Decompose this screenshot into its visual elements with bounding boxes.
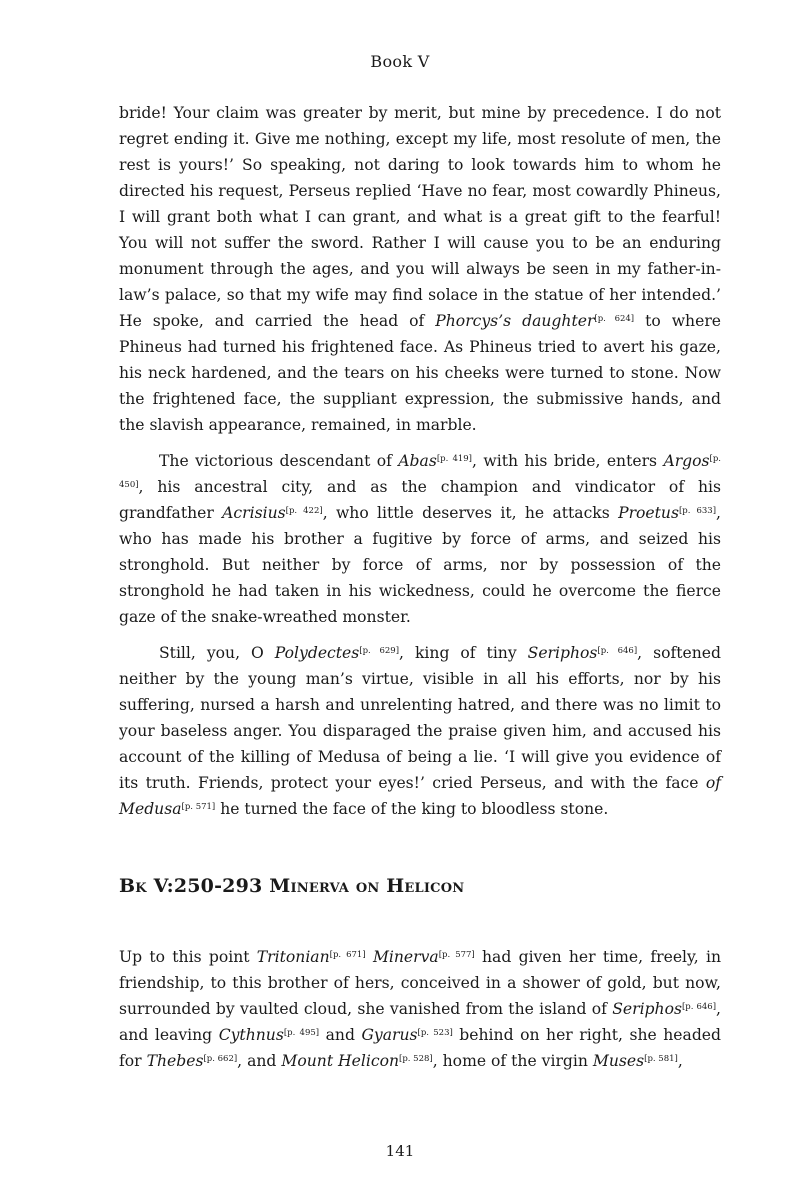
page-ref: [p. 419]	[436, 454, 472, 464]
page-ref: [p. 646]	[597, 646, 638, 656]
paragraph-minerva: Up to this point Tritonian[p. 671] Minerva[p. 577] had given her time, freely, in friendship, to this brother of hers, conceived in a shower of gold, but now, surrounded by vaulted cloud, she vanished from the island of Seriphos[p. 646], and leaving Cythnus[p. 495] and Gyarus[p. 523] behind on her right, she headed for Thebes[p. 662], and Mount Helicon[p. 528], home of the virgin Muses[p. 581],	[119, 948, 722, 1070]
link-mount-helicon[interactable]: Mount Helicon	[281, 1052, 400, 1070]
page-number: 141	[385, 1142, 415, 1160]
link-seriphos[interactable]: Seriphos	[527, 644, 598, 662]
page-ref: [p. 633]	[678, 506, 717, 516]
page-ref: [p. 523]	[417, 1028, 453, 1038]
link-minerva[interactable]: Minerva	[372, 948, 439, 966]
page-ref: [p. 450]	[119, 454, 722, 490]
page-ref: [p. 646]	[681, 1002, 717, 1012]
page-ref: [p. 577]	[438, 950, 475, 960]
paragraph-polydectes: Still, you, O Polydectes[p. 629], king of tiny Seriphos[p. 646], softened neither by the young man’s virtue, visible in all his efforts, nor by his suffering, nursed a harsh and unrelenting hatred, and there was no limit to your baseless anger. You disparaged the praise given him, and accused his account of the killing of Medusa of being a lie. ‘I will give you evidence of its truth. Friends, protect your eyes!’ cried Perseus, and with the face of Medusa[p. 571] he turned the face of the king to bloodless stone.	[119, 644, 722, 818]
section-heading: Bk V:250-293 Minerva on Helicon	[119, 875, 465, 897]
page-ref: [p. 581]	[644, 1054, 678, 1064]
page-ref: [p. 662]	[203, 1054, 238, 1064]
link-polydectes[interactable]: Polydectes	[274, 644, 360, 662]
link-muses[interactable]: Muses	[592, 1052, 645, 1070]
link-cythnus[interactable]: Cythnus	[218, 1026, 284, 1044]
link-seriphos[interactable]: Seriphos	[612, 1000, 682, 1018]
paragraph-phineus: bride! Your claim was greater by merit, but mine by precedence. I do not regret ending it. Give me nothing, except my life, most resolute of men, the rest is yours!’ So speaking, not daring to look towards him to whom he directed his request, Perseus replied ‘Have no fear, most cowardly Phineus, I will grant both what I can grant, and what is a great gift to the fearful! You will not suffer the sword. Rather I will cause you to be an enduring monument through the ages, and you will always be seen in my father-in-law’s palace, so that my wife may find solace in the statue of her intended.’ He spoke, and carried the head of Phorcys’s daughter[p. 624] to where Phineus had turned his frightened face. As Phineus tried to avert his gaze, his neck hardened, and the tears on his cheeks were turned to stone. Now the frightened face, the suppliant expression, the submissive hands, and the slavish appearance, remained, in marble.	[119, 104, 722, 434]
link-medusa[interactable]: of Medusa	[119, 774, 721, 818]
running-header: Book V	[370, 52, 430, 71]
link-gyarus[interactable]: Gyarus	[361, 1026, 418, 1044]
link-phorcys-daughter[interactable]: Phorcys’s daughter	[435, 312, 595, 330]
paragraph-argos: The victorious descendant of Abas[p. 419], with his bride, enters Argos[p. 450], his ancestral city, and as the champion and vindicator of his grandfather Acrisius[p. 422], who little deserves it, he attacks Proetus[p. 633], who has made his brother a fugitive by force of arms, and seized his stronghold. But neither by force of arms, nor by possession of the stronghold he had taken in his wickedness, could he overcome the fierce gaze of the snake-wreathed monster.	[119, 452, 722, 626]
page-ref: [p. 422]	[285, 506, 323, 516]
lower-text-block	[119, 944, 721, 1074]
page-ref: [p. 671]	[329, 950, 366, 960]
link-thebes[interactable]: Thebes	[146, 1052, 204, 1070]
page-ref: [p. 624]	[594, 314, 635, 324]
link-tritonian[interactable]: Tritonian	[256, 948, 330, 966]
link-abas[interactable]: Abas	[398, 452, 437, 470]
page-ref: [p. 495]	[283, 1028, 320, 1038]
page-ref: [p. 571]	[181, 802, 216, 812]
link-argos[interactable]: Argos	[663, 452, 710, 470]
page-ref: [p. 629]	[359, 646, 400, 656]
link-proetus[interactable]: Proetus	[618, 504, 679, 522]
link-acrisius[interactable]: Acrisius	[222, 504, 286, 522]
upper-text-block	[119, 100, 721, 822]
page-ref: [p. 528]	[399, 1054, 433, 1064]
